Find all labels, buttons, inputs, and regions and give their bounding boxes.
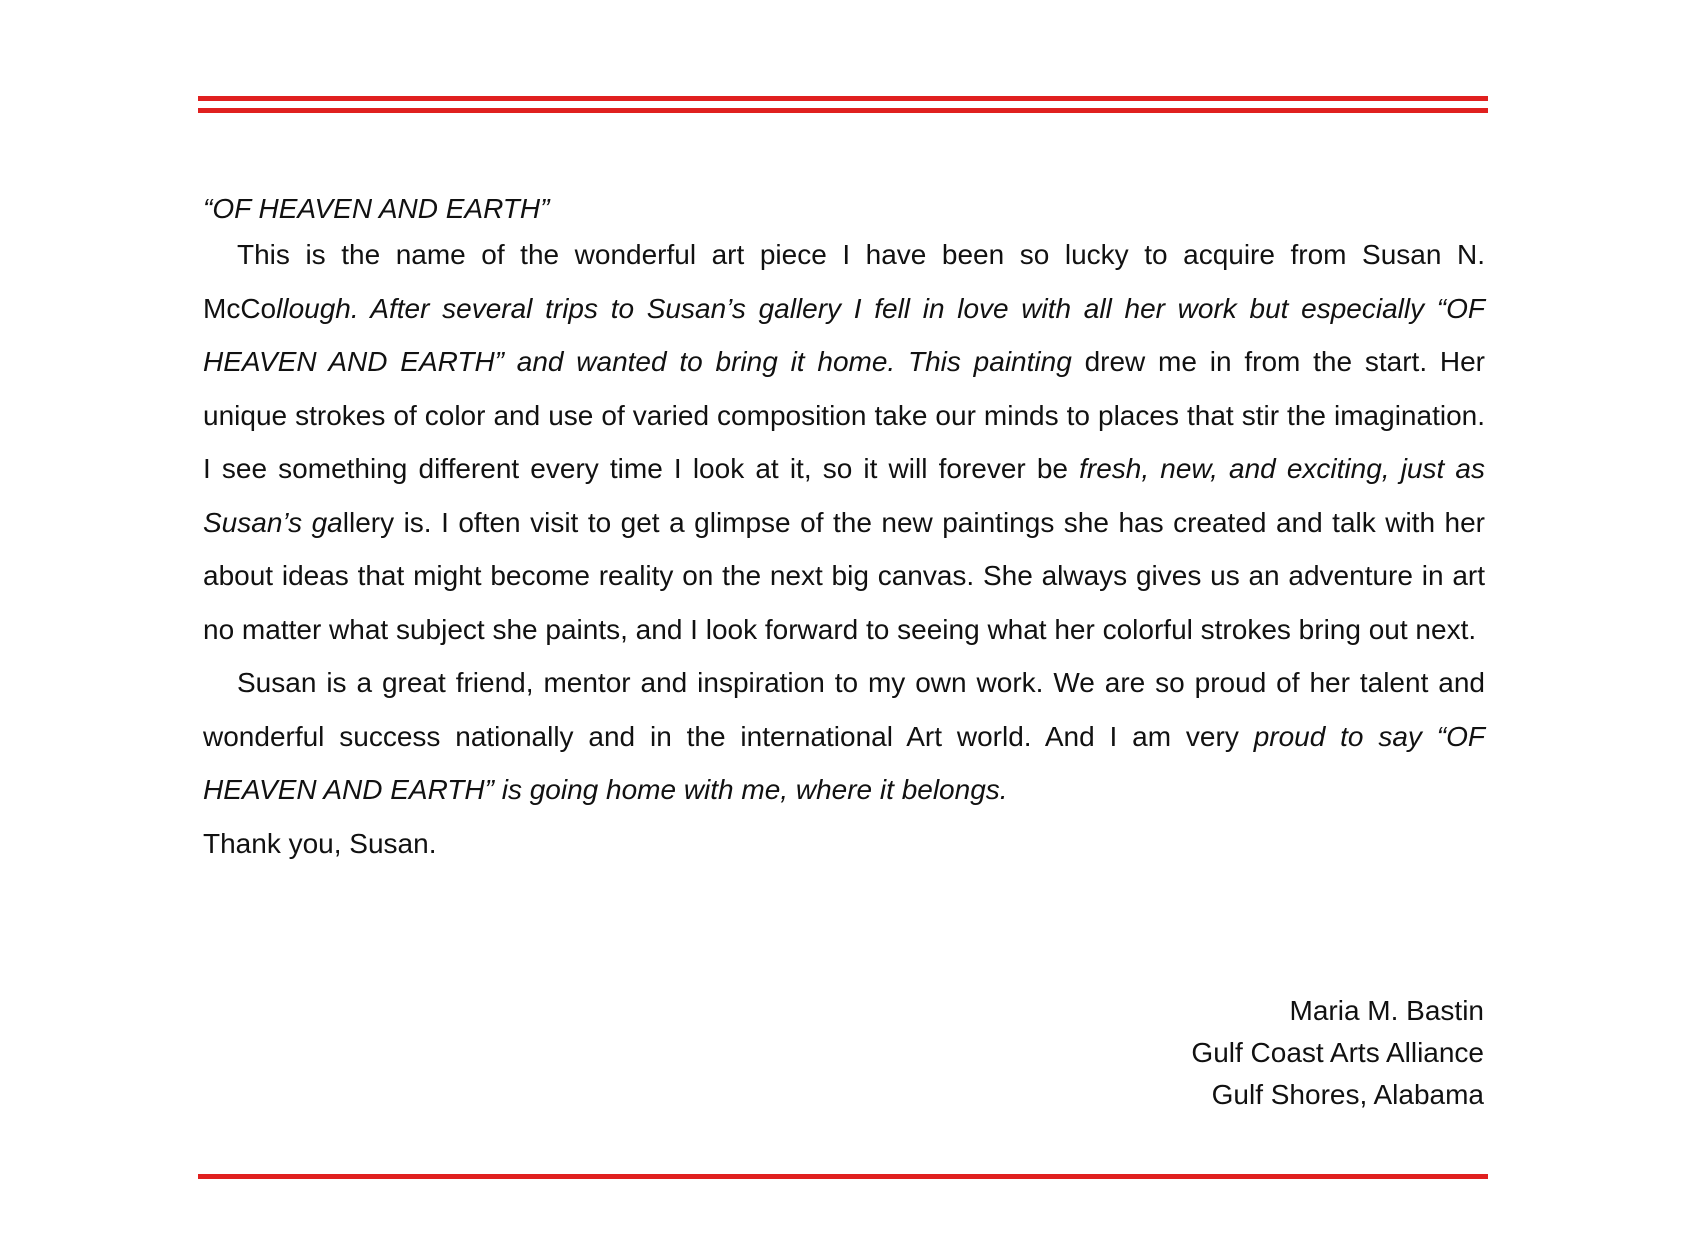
- paragraph-2-segment-italic: proud to say “OF HEAVEN AND EARTH” is going home with me, where it belongs.: [203, 720, 1485, 805]
- paragraph-1: [203, 228, 1485, 656]
- paragraph-1-segment-italic: llough. After several trips to Susan’s gallery I fell in love with all her work but especially “OF HEAVEN AND EARTH” and wanted to bring it home. This painting: [203, 292, 1485, 377]
- letter-heading: “OF HEAVEN AND EARTH”: [203, 193, 550, 224]
- paragraph-2: [203, 656, 1485, 817]
- bottom-rule: [198, 1174, 1488, 1179]
- top-rule-lower: [198, 108, 1488, 113]
- letter-body: [203, 190, 1485, 870]
- signature-organization: Gulf Coast Arts Alliance: [1191, 1037, 1484, 1068]
- paragraph-1-segment: drew me in from the start. Her unique strokes of color and use of varied composition take our minds to places that stir the imagination. I see something different every time I look at it, so it will forever be: [203, 346, 1486, 484]
- signature-name: Maria M. Bastin: [1289, 995, 1484, 1026]
- signature-block: [1191, 990, 1484, 1116]
- closing-line: Thank you, Susan.: [203, 827, 437, 859]
- paragraph-1-segment: This is the name of the wonderful art piece I have been so lucky to acquire from Susan N. McCo: [203, 239, 1485, 324]
- top-rule-upper: [198, 96, 1488, 101]
- signature-location: Gulf Shores, Alabama: [1211, 1079, 1484, 1110]
- paragraph-1-segment: llery is. I often visit to get a glimpse of the new paintings she has created and talk with her about ideas that might become reality on the next big canvas. She always gives us an adventure in art no matter what subject she paints, and I look forward to seeing what her colorful strokes bring out next.: [203, 506, 1485, 645]
- paragraph-2-segment: Susan is a great friend, mentor and inspiration to my own work. We are so proud of her talent and wonderful success nationally and in the international Art world. And I am very: [203, 667, 1485, 752]
- paragraph-1-segment-italic: fresh, new, and exciting, just as Susan’s ga: [203, 453, 1485, 538]
